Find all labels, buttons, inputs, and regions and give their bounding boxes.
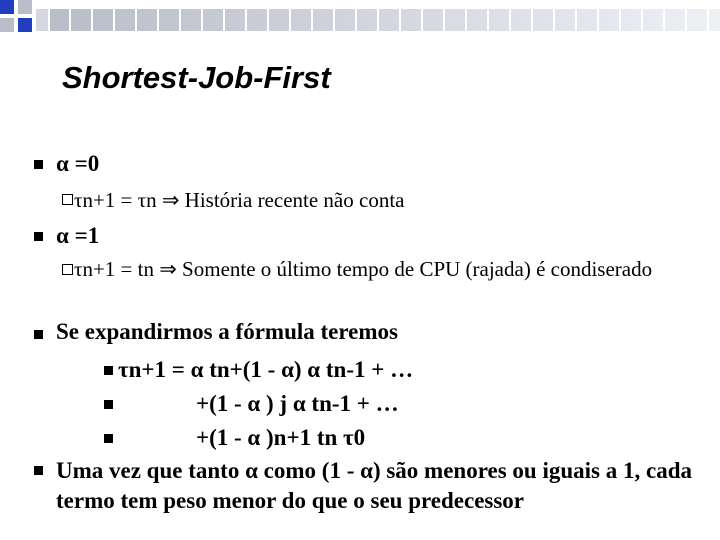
bullet-text: Uma vez que tanto α como (1 - α) são menores ou iguais a 1, cada termo tem peso menor do que o seu predecessor [56, 458, 692, 513]
bullet-text: τn+1 = τn ⇒ História recente não conta [74, 188, 405, 212]
bullet-text: Se expandirmos a fórmula teremos [56, 319, 398, 344]
bullet-square-icon [34, 160, 43, 169]
bullet-square-icon [104, 366, 113, 375]
formula-line: τn+1 = α tn+(1 - α) α tn-1 + … [118, 357, 414, 382]
bullet-square-icon [34, 466, 43, 475]
bullet-hollow-square-icon [62, 264, 73, 275]
formula-line: +(1 - α ) j α tn-1 + … [196, 391, 399, 416]
formula-line: +(1 - α )n+1 tn τ0 [196, 425, 366, 450]
header-decoration [0, 0, 720, 50]
slide-title: Shortest-Job-First [62, 60, 331, 95]
bullet-square-icon [34, 330, 43, 339]
bullet-square-icon [34, 232, 43, 241]
bullet-square-icon [104, 434, 113, 443]
bullet-hollow-square-icon [62, 194, 73, 205]
bullet-text: α =1 [56, 223, 100, 248]
bullet-text: α =0 [56, 151, 100, 176]
bullet-text: τn+1 = tn ⇒ Somente o último tempo de CPU (rajada) é condiserado [74, 257, 653, 281]
bullet-square-icon [104, 400, 113, 409]
